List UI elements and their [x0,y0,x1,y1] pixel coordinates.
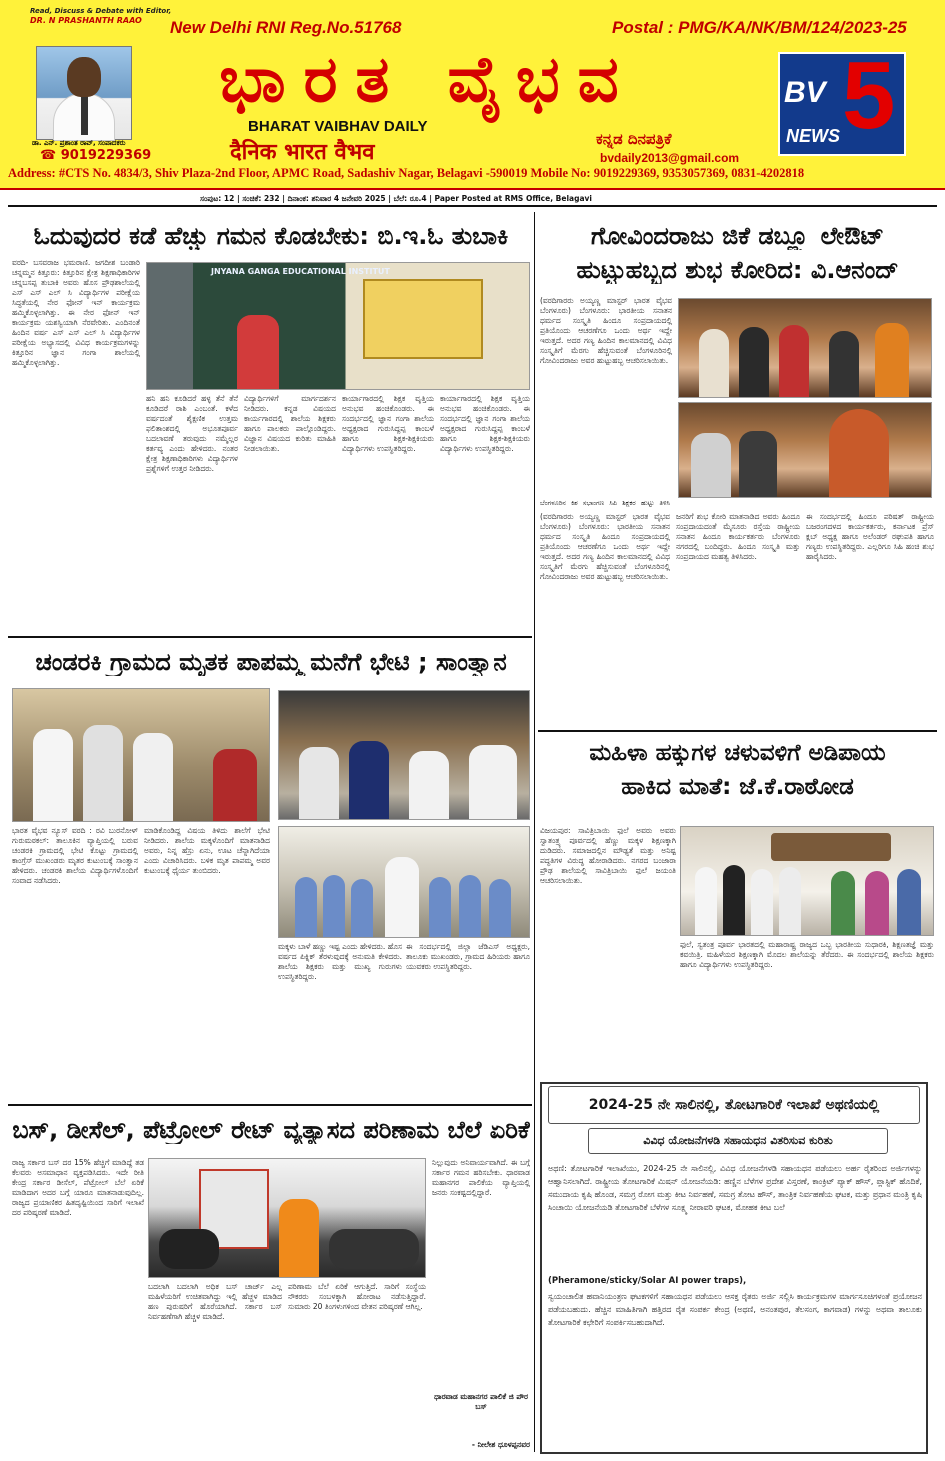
notice-body: ಅಥಣಿ: ತೋಟಗಾರಿಕೆ ಇಲಾಖೆಯು, 2024-25 ನೇ ಸಾಲಿನಲ್ಲಿ, ವಿವಿಧ ಯೋಜನೆಗಳಡಿ ಸಹಾಯಧನ ಪಡೆಯಲು ಅರ್ಹ ರೈತರಿಂದ ಅರ್ಜಿಗಳನ್ನು ಆಹ್ವಾನಿಸಲಾಗಿದೆ. ರಾಷ್ಟ್ರೀಯ ತೋಟಗಾರಿಕೆ ಮಿಷನ್ ಯೋಜನೆಯಡಿ: ಹಣ್ಣಿನ ಬೆಳೆಗಳ ಪ್ರದೇಶ ವಿಸ್ತರಣೆ, ಕಾಂಕ್ರಿಟ್ ಪ್ಯಾಕ್ ಹೌಸ್, ಪ್ಲಾಸ್ಟಿಕ್ ಹೊದಿಕೆ, ಸಮುದಾಯ ಕೃಷಿ ಹೊಂಡ, ಸಮಗ್ರ ರೋಗ ಮತ್ತು ಕೀಟ ನಿರ್ವಹಣೆ, ಸಮಗ್ರ ತೋಟ ಹೌಸ್, ತಾಂತ್ರಿಕ ನಿರ್ವಹಣೆಯ ಘಟಕ, ಮತ್ತು ಪ್ರಧಾನ ಮಂತ್ರಿ ಕೃಷಿ ಸಿಂಚಾಯಿ ಯೋಜನೆಯಡಿ ತೋಟಗಾರಿಕೆ ಬೆಳೆಗಳ ಸೂಕ್ಷ್ಮ ನೀರಾವರಿ ಘಟಕ, ಮೋಹಕ ಕೀಟ ಬಲೆ [548,1164,922,1212]
birthday-photo-1 [678,298,932,398]
notice-body-english: (Pheramone/sticky/Solar AI power traps), [548,1276,747,1286]
article-body: ಮಾಡಿಕೊಂಡಿದ್ದ ವಿಷಯ ತಿಳಿದು ಶಾಲೆಗೆ ಭೇಟಿ ನೀಡಿದರು. ಶಾಲೆಯ ಮಕ್ಕಳೊಂದಿಗೆ ಮಾತನಾಡಿದ ಅವರು, ನಿನ್ನ ಹೆಸ್ರು ಏನು, ಊಟ ಚೆನ್ನಾಗಿದೆಯಾ ಎಂದು ವಿಚಾರಿಸಿದರು. ಬಳಿಕ ಮೃತ ಪಾಪಮ್ಮ ಅವರ ಕುಟುಂಬಕ್ಕೆ ಧೈರ್ಯ ತುಂಬಿದರು. [144,826,270,875]
notice-title-box [548,1086,920,1124]
article-body: ರಾಜ್ಯ ಸರ್ಕಾರ ಬಸ್ ದರ 15% ಹೆಚ್ಚಿಗೆ ಮಾಡಿದ್ದೆ ತಡ ಕೆಲವರು ಅಸಮಾಧಾನ ವ್ಯಕ್ತಪಡಿಸಿದರು. ಇದೇ ರೀತಿ ಕೇಂದ್ರ ಸರ್ಕಾರ ಡೀಸೆಲ್, ಪೆಟ್ರೋಲ್ ಬೆಲೆ ಏರಿಕೆ ಮಾಡಿದಾಗ ಅದರ ಬಗ್ಗೆ ಯಾರೂ ಮಾತನಾಡುವುದಿಲ್ಲ. ರಾಜ್ಯದ ಪ್ರಯಾಣಿಕರ ಹಿತದೃಷ್ಟಿಯಿಂದ ಸಾರಿಗೆ ಇಲಾಖೆ ದರ ಪರಿಷ್ಕರಣೆ ಮಾಡಿದೆ. [12,1158,144,1217]
headline-govindaraju-2: ಹುಟ್ಟುಹಬ್ಬದ ಶುಭ ಕೋರಿದ: ವಿ.ಆನಂದ್ [576,256,899,284]
bv5-news-logo [778,52,906,156]
notice-subtitle-box [588,1128,888,1154]
article-body: ಫುಲೆ, ಸ್ವತಂತ್ರ ಪೂರ್ವ ಭಾರತದಲ್ಲಿ ಮಹಾರಾಷ್ಟ್ರ ರಾಜ್ಯದ ಒಬ್ಬ ಭಾರತೀಯ ಸುಧಾರಕಿ, ಶಿಕ್ಷಣತಜ್ಞೆ ಮತ್ತು ಕವಯಿತ್ರಿ. ಮಹಿಳೆಯರ ಶಿಕ್ಷಣಕ್ಕಾಗಿ ಮೊದಲ ಶಾಲೆಯನ್ನು ತೆರೆದರು. ಈ ಸಂದರ್ಭದಲ್ಲಿ ಶಾಲೆಯ ಶಿಕ್ಷಕರು ಹಾಗೂ ವಿದ್ಯಾರ್ಥಿಗಳು ಉಪಸ್ಥಿತರಿದ್ದರು. [680,940,934,969]
divider [538,730,937,732]
article-body: ಕಾರ್ಯಾಗಾರದಲ್ಲಿ ಶಿಕ್ಷಕ ವೃತ್ತಿಯ ಅನುಭವ ಹಂಚಿಕೊಂಡರು. ಈ ಸಂದರ್ಭದಲ್ಲಿ ಜ್ಞಾನ ಗಂಗಾ ಶಾಲೆಯ ಅಧ್ಯಕ್ಷರಾದ ಗುರುಸಿದ್ದಪ್ಪ ಕಾಂಬಳೆ ಹಾಗೂ ಶಿಕ್ಷಕ-ಶಿಕ್ಷಕಿಯರು ವಿದ್ಯಾರ್ಥಿಗಳು ಉಪಸ್ಥಿತರಿದ್ದರು. [440,394,530,453]
petrol-pump-photo [148,1158,426,1278]
column-divider [534,212,535,1452]
photo-caption: ಬೆಂಗಳೂರಿನ ಕಿಶ ಸಭಾಂಗಣ ಸಿಪಿ ಶಿಕ್ಷಕರ ಹುಟ್ಟು ತಿಳಿಸಿ [540,499,670,507]
headline-savitribai: ಮಹಿಳಾ ಹಕ್ಕುಗಳ ಚಳುವಳಿಗೆ ಅಡಿಪಾಯ [589,740,886,766]
article-body: ಹನಿ ಹನಿ ಕೂಡಿದರೆ ಹಳ್ಳ ತೆನೆ ತೆನೆ ಕೂಡಿದರೆ ರಾಶಿ ಎಂಬಂತೆ. ಕಳೆದ ವರ್ಷದಂತೆ ಶೈಕ್ಷಣಿಕ ಉತ್ತಮ ಫಲಿತಾಂಶದಲ್ಲಿ ಅಭೂತಪೂರ್ವ ಬದಲಾವಣೆ ತರುವುದು ನಮ್ಮೆಲ್ಲರ ಕರ್ತವ್ಯ ಎಂದು ಹೇಳಿದರು. ನಂತರ ಕ್ಷೇತ್ರ ಶಿಕ್ಷಣಾಧಿಕಾರಿಗಳು ವಿದ್ಯಾರ್ಥಿಗಳ ಪ್ರಶ್ನೆಗಳಿಗೆ ಉತ್ತರ ನೀಡಿದರು. [146,394,238,473]
article-body: ಮಕ್ಕಳು ಬಾಳೆ ಹಣ್ಣು ಇಷ್ಟ ಎಂದು ಹೇಳಿದರು. ಹೊಸ ವರ್ಷದ ಪಿಕ್ನಿಕ್ ತೆರಳುವುದಕ್ಕೆ ಅನುಮತಿ ಕೇಳಿದರು. ಶಾಲೆಯ ಶಿಕ್ಷಕರು ಮತ್ತು ಮುಖ್ಯ ಗುರುಗಳು ಉಪಸ್ಥಿತರಿದ್ದರು. [278,942,402,981]
logo-bv: BV [784,76,826,109]
teacher-figure [237,315,279,390]
article-body: ಕಾರ್ಯಾಗಾರದಲ್ಲಿ ಶಿಕ್ಷಕ ವೃತ್ತಿಯ ಅನುಭವ ಹಂಚಿಕೊಂಡರು. ಈ ಸಂದರ್ಭದಲ್ಲಿ ಜ್ಞಾನ ಗಂಗಾ ಶಾಲೆಯ ಅಧ್ಯಕ್ಷರಾದ ಗುರುಸಿದ್ದಪ್ಪ ಕಾಂಬಳೆ ಹಾಗೂ ಶಿಕ್ಷಕ-ಶಿಕ್ಷಕಿಯರು ವಿದ್ಯಾರ್ಥಿಗಳು ಉಪಸ್ಥಿತರಿದ್ದರು. [342,394,434,453]
article-body: ಪರಿಣಾಮ ಬೆಲೆ ಏರಿಕೆ ಆಗುತ್ತಿದೆ. ಸಾರಿಗೆ ಸಂಸ್ಥೆಯ ನೌಕರರು ಸಂಬಳಕ್ಕಾಗಿ ಹೋರಾಟ ನಡೆಸುತ್ತಿದ್ದಾರೆ. ಸುಮಾರು 20 ತಿಂಗಳುಗಳಿಂದ ವೇತನ ಪರಿಷ್ಕರಣೆ ಆಗಿಲ್ಲ. [288,1282,426,1311]
article-body: (ವರದಿಗಾರರು ಅಯ್ಯಣ್ಣ ಮಾಸ್ಟರ್ ಭಾರತ ವೈಭವ ಬೆಂಗಳೂರು) ಬೆಂಗಳೂರು: ಭಾರತೀಯ ಸನಾತನ ಧರ್ಮದ ಸಂಸ್ಕೃತಿ ಹಿಂದೂ ಸಂಪ್ರದಾಯದಲ್ಲಿ ಪ್ರತಿಯೊಂದು ಆಚರಣೆಗೂ ಒಂದು ಅರ್ಥ ಇದ್ದೇ ಇರುತ್ತದೆ. ಅದರ ಗಣ್ಯ ಹಿಂದಿನ ಕಾಲಮಾನದಲ್ಲಿ ವಿವಿಧ ಸಂಸ್ಕೃತಿಗೆ ಮೆರಗು ಹೆಚ್ಚಿಸುವಂತೆ ಬೆಂಗಳೂರಿನಲ್ಲಿ ಗೋವಿಂದರಾಜು ಅವರ ಹುಟ್ಟುಹಬ್ಬ ಆಚರಿಸಲಾಯಿತು. [540,512,670,581]
headline-chandaraki: ಚಂಡರಕಿ ಗ್ರಾಮದ ಮೃತಕ ಪಾಪಮ್ಮ ಮನೆಗೆ ಭೇಟಿ ; ಸಾಂತ್ವಾನ [35,648,507,676]
divider [8,205,937,207]
classroom-photo [146,262,530,390]
rni-number: New Delhi RNI Reg.No.51768 [170,18,402,37]
newspaper-title-hindi: दैनिक भारत वैभव [230,140,375,165]
notice-title: 2024-25 ನೇ ಸಾಲಿನಲ್ಲಿ, ತೋಟಗಾರಿಕೆ ಇಲಾಖೆ ಅಥಣಿಯಲ್ಲಿ [588,1097,880,1113]
divider [8,1104,532,1106]
article-body: ನಿಲ್ಲುವುದು ಅನಿವಾರ್ಯವಾಗಿದೆ. ಈ ಬಗ್ಗೆ ಸರ್ಕಾರ ಗಮನ ಹರಿಸಬೇಕು. ಧಾರವಾಡ ಮಹಾನಗರ ಪಾಲಿಕೆಯ ವ್ಯಾಪ್ತಿಯಲ್ಲಿ ಜನರು ಸಂಕಷ್ಟದಲ್ಲಿದ್ದಾರೆ. [432,1158,530,1197]
notice-subtitle: ವಿವಿಧ ಯೋಜನೆಗಳಡಿ ಸಹಾಯಧನ ವಿತರಿಸುವ ಕುರಿತು [643,1134,833,1147]
article-body: (ವರದಿಗಾರರು ಅಯ್ಯಣ್ಣ ಮಾಸ್ಟರ್ ಭಾರತ ವೈಭವ ಬೆಂಗಳೂರು) ಬೆಂಗಳೂರು: ಭಾರತೀಯ ಸನಾತನ ಧರ್ಮದ ಸಂಸ್ಕೃತಿ ಹಿಂದೂ ಸಂಪ್ರದಾಯದಲ್ಲಿ ಪ್ರತಿಯೊಂದು ಆಚರಣೆಗೂ ಒಂದು ಅರ್ಥ ಇದ್ದೇ ಇರುತ್ತದೆ. ಅದರ ಗಣ್ಯ ಹಿಂದಿನ ಕಾಲಮಾನದಲ್ಲಿ ವಿವಿಧ ಸಂಸ್ಕೃತಿಗೆ ಮೆರಗು ಹೆಚ್ಚಿಸುವಂತೆ ಬೆಂಗಳೂರಿನಲ್ಲಿ ಗೋವಿಂದರಾಜು ಅವರ ಹುಟ್ಟುಹಬ್ಬ ಆಚರಿಸಲಾಯಿತು. [540,296,672,365]
article-body: ಈ ಸಂದರ್ಭದಲ್ಲಿ ಹಿಂದೂ ಪರಿಷತ್ ರಾಷ್ಟ್ರೀಯ ಬಜರಂಗದಳದ ಕಾರ್ಯಕರ್ತರು, ಕರ್ನಾಟಕ ಪ್ರೆಸ್ ಕ್ಲಬ್ ಅಧ್ಯಕ್ಷ ಹಾಗೂ ಅಲೆಂಡರ್ ರಘುಪತಿ ಹಾಗೂ ಗಣ್ಯರು ಉಪಸ್ಥಿತರಿದ್ದರು. ಎಲ್ಲರಿಗೂ ಸಿಹಿ ಹಂಚಿ ಶುಭ ಹಾರೈಸಿದರು. [806,512,934,561]
article-body: ಈ ಸಂದರ್ಭದಲ್ಲಿ ಜಿಲ್ಲಾ ಜೆಡಿಎಸ್ ಅಧ್ಯಕ್ಷರು, ತಾಲೂಕು ಮುಖಂಡರು, ಗ್ರಾಮದ ಹಿರಿಯರು ಹಾಗೂ ಯುವಕರು ಉಪಸ್ಥಿತರಿದ್ದರು. [406,942,530,971]
editor-name: DR. N PRASHANTH RAAO [30,16,142,25]
editor-phone: ☎ 9019229369 [40,148,152,163]
headline-beo: ಓದುವುದರ ಕಡೆ ಹೆಚ್ಚು ಗಮನ ಕೊಡಬೇಕು: ಬಿ.ಇ.ಓ ತುಬಾಕಿ [33,222,509,250]
headline-govindaraju: ಗೋವಿಂದರಾಜು ಜಿಕೆ ಡಬ್ಲ್ಯೂ ಲೇಔಟ್ [591,222,884,250]
article-body: ವಿದ್ಯಾರ್ಥಿಗಳಿಗೆ ಮಾರ್ಗದರ್ಶನ ನೀಡಿದರು. ಕನ್ನಡ ವಿಷಯದ ಕಾರ್ಯಗಾರದಲ್ಲಿ ಶಾಲೆಯ ಶಿಕ್ಷಕರು ಹಾಗೂ ಪಾಲಕರು ಪಾಲ್ಗೊಂಡಿದ್ದರು. ವಿಜ್ಞಾನ ವಿಷಯದ ಕುರಿತು ಮಾಹಿತಿ ನೀಡಲಾಯಿತು. [244,394,336,453]
postal-number: Postal : PMG/KA/NK/BM/124/2023-25 [612,18,907,37]
logo-five: 5 [842,52,896,149]
poster [363,279,483,359]
editor-photo-caption: ಡಾ. ಎನ್. ಪ್ರಶಾಂತ ರಾವ್, ಸಂಪಾದಕರು [32,139,126,147]
divider [8,636,532,638]
photo-banner-text: JNYANA GANGA EDUCATIONAL INSTITUT [211,267,390,276]
byline: - ನೀಲೇಶ ಧೂಳಪ್ಪನವರ [471,1440,530,1449]
address-line: Address: #CTS No. 4834/3, Shiv Plaza-2nd Floor, APMC Road, Sadashiv Nagar, Belagavi -590019 Mobile No: 9019229369, 9353057369, 0831-4202818 [8,166,805,180]
editor-line: Read, Discuss & Debate with Editor, [30,7,172,15]
newspaper-title-english: BHARAT VAIBHAV DAILY [248,118,428,135]
newspaper-title: ಭಾರತ ವೈಭವ [219,43,637,117]
article-body: ವಿಜಯಪುರ: ಸಾವಿತ್ರಿಬಾಯಿ ಫುಲೆ ಅವರು ಅವರು ಸ್ವಾತಂತ್ರ್ಯ ಪೂರ್ವದಲ್ಲಿ ಹೆಣ್ಣು ಮಕ್ಕಳ ಶಿಕ್ಷಣಕ್ಕಾಗಿ ದುಡಿದರು. ಸಮಾಜದಲ್ಲಿನ ಮೌಢ್ಯತೆ ಮತ್ತು ಅನಿಷ್ಟ ಪದ್ಧತಿಗಳ ವಿರುದ್ಧ ಹೋರಾಡಿದರು. ನಗರದ ಬಂಜಾರಾ ಪ್ರೌಢ ಶಾಲೆಯಲ್ಲಿ ಸಾವಿತ್ರಿಬಾಯಿ ಫುಲೆ ಜಯಂತಿ ಆಚರಿಸಲಾಯಿತು. [540,826,676,885]
visit-photo-1 [12,688,270,822]
article-body: ವರದಿ- ಬಸವರಾಜ ಭಮರಾಣಿ. ಜಗದೀಶ ಬಂಡಾರಿ ಚನ್ನಮ್ಮನ ಕಿತ್ತೂರು: ಕಿತ್ತೂರಿನ ಕ್ಷೇತ್ರ ಶಿಕ್ಷಣಾಧಿಕಾರಿಗಳ ಚನ್ನಬಸಪ್ಪ ತುಬಾಕಿ ಅವರು ಹೊಸ ಪ್ರೌಢಶಾಲೆಯಲ್ಲಿ ಎಸ್ ಎಸ್ ಎಲ್ ಸಿ ವಿದ್ಯಾರ್ಥಿಗಳ ಪರೀಕ್ಷೆಯ ಸಿದ್ಧತೆಯಲ್ಲಿ ನೇರ ಫೋನ್ ಇನ್ ಕಾರ್ಯಕ್ರಮ ಹಮ್ಮಿಕೊಳ್ಳಲಾಗಿತ್ತು. ಈ ನೇರ ಫೋನ್ ಇನ್ ಕಾರ್ಯಕ್ರಮ ಯಶಸ್ವಿಯಾಗಿ ನೆರವೇರಿತು. ಎಂದಿನಂತೆ ಹಿಂದಿನ ವರ್ಷ ಎಸ್ ಎಸ್ ಎಲ್ ಸಿ ವಿದ್ಯಾರ್ಥಿಗಳ ಪರೀಕ್ಷೆಯ ಅಭ್ಯಾಸದಲ್ಲಿ ವಿವಿಧ ಕಾರ್ಯಕ್ರಮಗಳನ್ನು ಕಿತ್ತೂರಿನ ಜ್ಞಾನ ಗಂಗಾ ಶಾಲೆಯಲ್ಲಿ ಹಮ್ಮಿಕೊಳ್ಳಲಾಗಿತ್ತು. [12,258,140,367]
article-body: ಭಾರತ ವೈಭವ ನ್ಯೂಸ್ ವರದಿ : ರವಿ ಬುರನೋಳ್ ಗುರುಮಠಕಲ್: ತಾಲೂಕಿನ ವ್ಯಾಪ್ತಿಯಲ್ಲಿ ಬರುವ ಚಂಡರಕಿ ಗ್ರಾಮದಲ್ಲಿ ಭೇಟಿ ಕೊಟ್ಟು ಗ್ರಾಮದಲ್ಲಿ ಕಾಂಗ್ರೆಸ್ ಮುಖಂಡರು ಮೃತರ ಕುಟುಂಬಕ್ಕೆ ಸಾಂತ್ವಾನ ಹೇಳಿದರು. ಚಂಡರಕಿ ಶಾಲೆಯ ವಿದ್ಯಾರ್ಥಿಗಳೊಂದಿಗೆ ಸಂವಾದ ನಡೆಸಿದರು. [12,826,138,885]
notice-body-2: ಸ್ವಯಂಚಾಲಿತ ಹವಾನಿಯಂತ್ರಣ ಘಟಕಗಳಿಗೆ ಸಹಾಯಧನ ಪಡೆಯಲು ಆಸಕ್ತ ರೈತರು ಅರ್ಜಿ ಸಲ್ಲಿಸಿ ಕಾರ್ಯಕ್ರಮಗಳ ಮಾರ್ಗಸೂಚಿಗಳಂತೆ ಪ್ರಯೋಜನ ಪಡೆಯಬಹುದು. ಹೆಚ್ಚಿನ ಮಾಹಿತಿಗಾಗಿ ಹತ್ತಿರದ ರೈತ ಸಂಪರ್ಕ ಕೇಂದ್ರ (ಅಥಣಿ, ಅನಂತಪುರ, ತೆಲಸಂಗ, ಕಾಗವಾಡ) ಗಳನ್ನು ಅಥವಾ ತಾಲೂಕು ತೋಟಗಾರಿಕೆ ಕಛೇರಿಗೆ ಸಂಪರ್ಕಿಸಬಹುದಾಗಿದೆ. [548,1292,922,1327]
visit-photo-2 [278,690,530,820]
subhead: ಧಾರವಾಡ ಮಹಾನಗರ ಪಾಲಿಕೆ ಜಿ ಪೌರ ಬಸ್ [434,1392,528,1411]
editor-tagline [30,6,171,26]
headline-bus-fare: ಬಸ್, ಡೀಸೆಲ್, ಪೆಟ್ರೋಲ್ ರೇಟ್ ವ್ಯತ್ಯಾಸದ ಪರಿಣಾಮ ಬೆಲೆ ಏರಿಕೆ [12,1116,530,1144]
issue-info: ಸಂಪುಟ: 12 | ಸಂಚಿಕೆ: 232 | ದಿನಾಂಕ: ಶನಿವಾರ 4 ಜನೇವರಿ 2025 | ಬೆಲೆ: ರೂ.4 | Paper Posted at RMS Office, Belagavi [200,194,593,203]
phone-number: 9019229369 [60,148,152,163]
article-body: ಬದಲಾಗಿ ಬದಲಾಗಿ ಅಧಿಕ ಬಸ್ ಚಾರ್ಜ್ ಎಲ್ಲ ಮಹಿಳೆಯರಿಗೆ ಉಚಿತವಾಗಿದ್ದು ಇಲ್ಲಿ ಹೆಚ್ಚಳ ಮಾಡಿದ ಹಣ ಪುರುಷರಿಗೆ ಹೊರೆಯಾಗಿದೆ. ಸರ್ಕಾರ ಬಸ್ ನಿರ್ವಹಣೆಗಾಗಿ ಹೆಚ್ಚಳ ಮಾಡಿದೆ. [148,1282,282,1321]
logo-news: NEWS [786,126,840,146]
birthday-photo-2 [678,402,932,498]
school-children-photo [278,826,530,938]
contact-email[interactable]: bvdaily2013@gmail.com [600,151,740,165]
savitribai-event-photo [680,826,934,936]
kannada-daily-label: ಕನ್ನಡ ದಿನಪತ್ರಿಕೆ [596,130,672,148]
article-body: ಜನರಿಗೆ ಶುಭ ಕೋರಿ ಮಾತನಾಡಿದ ಅವರು ಹಿಂದೂ ಸಂಪ್ರದಾಯದಂತೆ ಮೈಸೂರು ರಸ್ತೆಯ ರಾಷ್ಟ್ರೀಯ ಸನಾತನ ಹಿಂದೂ ಕಾರ್ಯಕರ್ತರು ಬೆಂಗಳೂರು ನಗರದಲ್ಲಿ ಬಂದಿದ್ದರು. ಹಿಂದೂ ಸಂಸ್ಕೃತಿ ಮತ್ತು ಸಂಪ್ರದಾಯದ ಮಹತ್ವ ತಿಳಿಸಿದರು. [676,512,800,561]
editor-photo [36,46,132,140]
headline-savitribai-2: ಹಾಕಿದ ಮಾತೆ: ಜೆ.ಕೆ.ರಾಠೋಡ [621,774,854,800]
